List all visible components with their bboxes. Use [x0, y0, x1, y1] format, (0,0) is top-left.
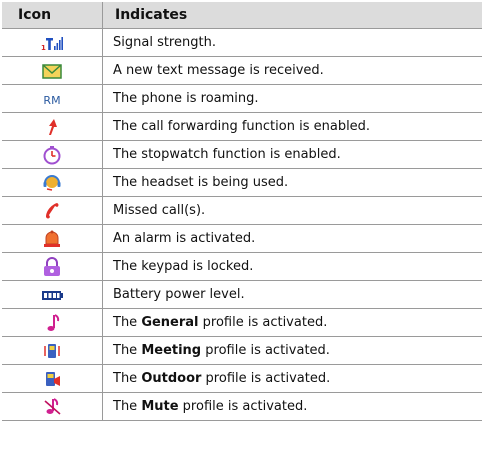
meeting-profile-vibrate-icon [41, 341, 63, 361]
roaming-rm-label: RM [43, 93, 61, 107]
alarm-bell-icon [41, 229, 63, 249]
row-description: Missed call(s). [103, 197, 483, 225]
row-description [103, 365, 483, 393]
stopwatch-icon [41, 145, 63, 165]
envelope-icon [41, 61, 63, 81]
desc-prefix: The [113, 315, 142, 330]
outdoor-profile-icon [41, 369, 63, 389]
table-row [2, 281, 482, 309]
table-row [2, 29, 482, 57]
table-row [2, 365, 482, 393]
table-row [2, 253, 482, 281]
header-indicates: Indicates [103, 2, 483, 29]
row-description: The phone is roaming. [103, 85, 483, 113]
desc-suffix: profile is activated. [198, 315, 328, 330]
row-description: Signal strength. [103, 29, 483, 57]
desc-suffix: profile is activated. [178, 399, 308, 414]
missed-call-handset-icon [41, 201, 63, 221]
table-row [2, 113, 482, 141]
roaming-rm-icon [41, 89, 63, 109]
general-profile-note-icon [41, 313, 63, 333]
desc-suffix: profile is activated. [201, 371, 331, 386]
profile-name: Mute [141, 399, 179, 414]
desc-suffix: profile is activated. [201, 343, 330, 358]
table-header-row [2, 2, 482, 29]
icons-table [2, 2, 482, 421]
signal-strength-icon [41, 33, 63, 53]
battery-icon [41, 285, 63, 305]
desc-prefix: The [113, 343, 142, 358]
profile-name: General [141, 315, 199, 330]
row-description [103, 337, 483, 365]
table-row [2, 309, 482, 337]
row-description: The stopwatch function is enabled. [103, 141, 483, 169]
table-row [2, 197, 482, 225]
call-forward-arrow-icon [41, 117, 63, 137]
headset-icon [41, 173, 63, 193]
header-icon: Icon [2, 2, 103, 29]
mute-profile-icon [41, 397, 63, 417]
row-description: The call forwarding function is enabled. [103, 113, 483, 141]
row-description: Battery power level. [103, 281, 483, 309]
table-row [2, 225, 482, 253]
keypad-lock-icon [41, 257, 63, 277]
row-description [103, 309, 483, 337]
row-description [103, 393, 483, 421]
svg-text:1: 1 [41, 43, 46, 52]
table-row [2, 393, 482, 421]
row-description: An alarm is activated. [103, 225, 483, 253]
table-row [2, 141, 482, 169]
row-description: The headset is being used. [103, 169, 483, 197]
profile-name: Meeting [141, 343, 202, 358]
desc-prefix: The [113, 399, 142, 414]
table-row [2, 337, 482, 365]
table-row [2, 85, 482, 113]
row-description: The keypad is locked. [103, 253, 483, 281]
desc-prefix: The [113, 371, 142, 386]
table-row [2, 169, 482, 197]
profile-name: Outdoor [141, 371, 202, 386]
row-description: A new text message is received. [103, 57, 483, 85]
table-row [2, 57, 482, 85]
